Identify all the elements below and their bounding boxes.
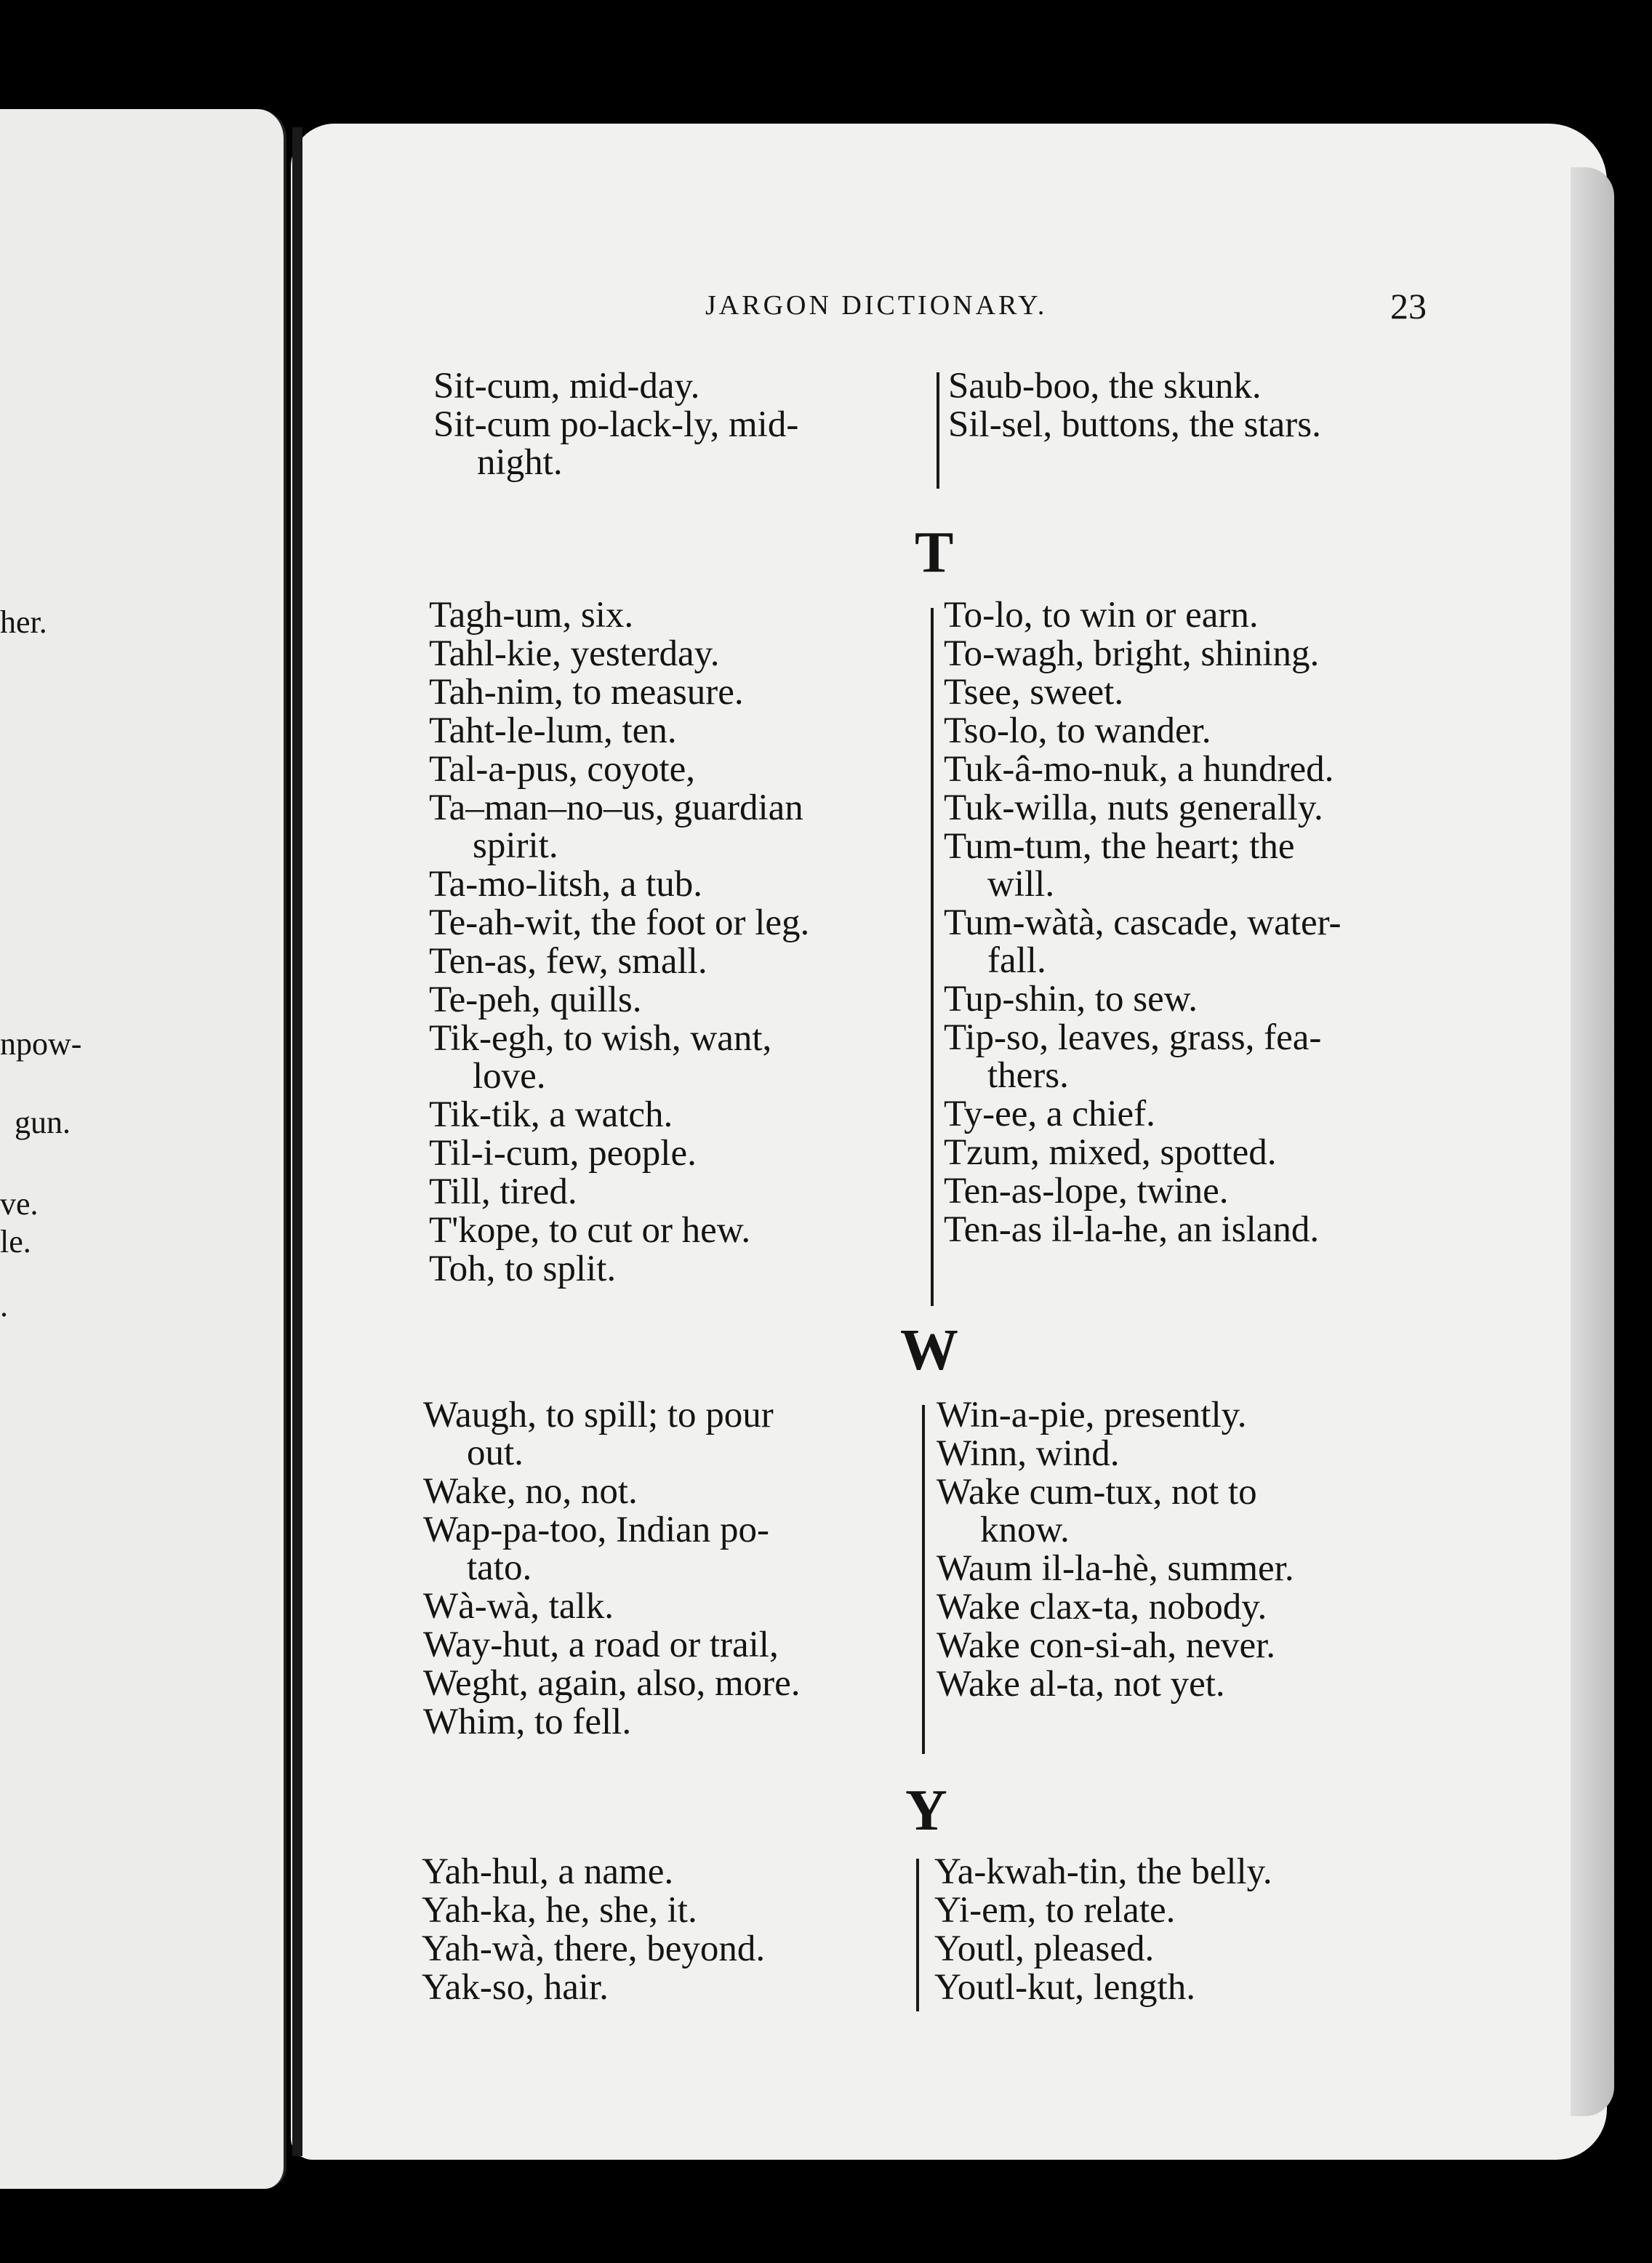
entry-text: Tum-wàtà, cascade, water- xyxy=(944,902,1342,943)
entry-text: Wà-wà, talk. xyxy=(423,1586,614,1627)
entry-text: Tsee, sweet. xyxy=(944,672,1124,713)
dictionary-entry xyxy=(429,981,916,1019)
dictionary-entry xyxy=(433,367,899,405)
entry-text: Sit-cum, mid-day. xyxy=(433,366,700,406)
dictionary-entry xyxy=(429,1096,916,1134)
left-page xyxy=(0,109,286,2189)
entry-text: Tahl-kie, yesterday. xyxy=(429,633,720,674)
entry-text: Win-a-pie, presently. xyxy=(937,1395,1247,1435)
dictionary-entry xyxy=(422,1853,913,1891)
dictionary-entry xyxy=(934,1930,1429,1968)
dictionary-entry xyxy=(429,789,916,865)
dictionary-entry xyxy=(937,1665,1431,1703)
dictionary-entry xyxy=(423,1396,914,1472)
entry-text: Ten-as il-la-he, an island. xyxy=(944,1209,1320,1250)
entry-text: Wake con-si-ah, never. xyxy=(937,1625,1276,1666)
entry-text: Yah-ka, he, she, it. xyxy=(422,1890,697,1931)
entry-text: Yak-so, hair. xyxy=(422,1967,609,2008)
entry-text: T'kope, to cut or hew. xyxy=(429,1210,751,1251)
section-letter-y: Y xyxy=(905,1779,947,1843)
dictionary-entry xyxy=(944,712,1438,750)
entry-text: Ten-as-lope, twine. xyxy=(944,1171,1229,1211)
entry-text: Te-peh, quills. xyxy=(429,980,642,1020)
dictionary-entry xyxy=(948,367,1443,405)
column-divider xyxy=(922,1405,925,1754)
dictionary-entry xyxy=(934,1853,1429,1891)
entry-text: Till, tired. xyxy=(429,1171,577,1212)
left-page-fragment: . xyxy=(0,1288,8,1323)
dictionary-entry xyxy=(429,635,916,673)
dictionary-entry xyxy=(944,1095,1438,1133)
entry-text: Ta–man–no–us, guardian xyxy=(429,788,803,828)
dictionary-entry xyxy=(944,1172,1438,1210)
entry-text: Winn, wind. xyxy=(937,1433,1120,1474)
dictionary-entry xyxy=(422,1891,913,1929)
dictionary-entry xyxy=(429,1134,916,1172)
entry-text: Sil-sel, buttons, the stars. xyxy=(948,404,1321,445)
left-page-fragment: gun. xyxy=(15,1105,71,1140)
entry-text: Weght, again, also, more. xyxy=(423,1663,801,1704)
dictionary-entry xyxy=(423,1587,914,1625)
dictionary-entry xyxy=(423,1665,914,1702)
dictionary-entry xyxy=(944,828,1438,903)
entry-continuation: tato. xyxy=(467,1547,532,1588)
page-number: 23 xyxy=(1390,286,1427,327)
book-spine xyxy=(292,127,302,2156)
dictionary-entry xyxy=(944,1019,1438,1094)
entry-text: Til-i-cum, people. xyxy=(429,1133,697,1174)
section-letter-t: T xyxy=(915,521,954,585)
left-page-fragment: le. xyxy=(0,1224,31,1259)
entry-continuation: will. xyxy=(987,864,1055,905)
dictionary-entry xyxy=(429,1250,916,1288)
dictionary-entry xyxy=(937,1473,1431,1549)
dictionary-entry xyxy=(948,406,1443,444)
entry-text: Youtl-kut, length. xyxy=(934,1967,1195,2008)
entry-text: Yah-hul, a name. xyxy=(422,1851,674,1892)
entry-continuation: night. xyxy=(477,442,563,483)
running-head: JARGON DICTIONARY. xyxy=(705,290,1048,321)
column-top-left xyxy=(433,367,899,482)
entry-continuation: out. xyxy=(467,1433,524,1473)
entry-text: Tal-a-pus, coyote, xyxy=(429,749,696,790)
dictionary-entry xyxy=(429,596,916,634)
dictionary-entry xyxy=(422,1930,913,1968)
left-page-fragment: her. xyxy=(0,604,47,640)
entry-text: Saub-boo, the skunk. xyxy=(948,366,1262,406)
entry-text: To-wagh, bright, shining. xyxy=(944,633,1320,674)
entry-text: Wap-pa-too, Indian po- xyxy=(423,1510,769,1550)
column-divider xyxy=(931,608,934,1306)
dictionary-entry xyxy=(944,789,1438,827)
entry-text: Tuk-willa, nuts generally. xyxy=(944,788,1323,828)
dictionary-entry xyxy=(937,1435,1431,1473)
dictionary-entry xyxy=(433,406,899,481)
entry-text: Tip-so, leaves, grass, fea- xyxy=(944,1017,1322,1058)
entry-text: To-lo, to win or earn. xyxy=(944,595,1259,636)
dictionary-entry xyxy=(423,1511,914,1587)
column-y-left xyxy=(422,1853,913,2007)
dictionary-entry xyxy=(937,1550,1431,1587)
dictionary-entry xyxy=(429,750,916,788)
entry-text: Way-hut, a road or trail, xyxy=(423,1625,779,1665)
entry-text: Tso-lo, to wander. xyxy=(944,710,1211,751)
dictionary-entry xyxy=(429,1211,916,1249)
column-top-right xyxy=(948,367,1443,444)
dictionary-entry xyxy=(937,1588,1431,1626)
entry-text: Waugh, to spill; to pour xyxy=(423,1395,774,1435)
dictionary-entry xyxy=(429,1020,916,1095)
column-w-right xyxy=(937,1396,1431,1704)
entry-text: Tagh-um, six. xyxy=(429,595,634,636)
dictionary-entry xyxy=(429,673,916,711)
entry-text: Ta-mo-litsh, a tub. xyxy=(429,864,703,905)
entry-text: Toh, to split. xyxy=(429,1249,617,1289)
dictionary-entry xyxy=(429,712,916,750)
entry-text: Tik-egh, to wish, want, xyxy=(429,1018,772,1059)
entry-text: Tik-tik, a watch. xyxy=(429,1094,673,1135)
column-t-right xyxy=(944,596,1438,1249)
entry-text: Waum il-la-hè, summer. xyxy=(937,1548,1294,1589)
entry-text: Tzum, mixed, spotted. xyxy=(944,1132,1277,1173)
entry-text: Ten-as, few, small. xyxy=(429,941,707,982)
entry-text: Yah-wà, there, beyond. xyxy=(422,1928,766,1969)
dictionary-entry xyxy=(937,1627,1431,1665)
dictionary-entry xyxy=(944,635,1438,673)
dictionary-entry xyxy=(423,1626,914,1664)
entry-text: Tah-nim, to measure. xyxy=(429,672,744,713)
dictionary-entry xyxy=(944,1134,1438,1171)
column-divider xyxy=(937,372,939,489)
column-w-left xyxy=(423,1396,914,1742)
entry-text: Whim, to fell. xyxy=(423,1702,632,1742)
dictionary-entry xyxy=(944,673,1438,711)
entry-text: Wake al-ta, not yet. xyxy=(937,1664,1225,1705)
entry-text: Ya-kwah-tin, the belly. xyxy=(934,1851,1272,1892)
dictionary-entry xyxy=(422,1968,913,2006)
dictionary-entry xyxy=(429,942,916,980)
entry-continuation: spirit. xyxy=(473,825,558,866)
entry-text: Yi-em, to relate. xyxy=(934,1890,1176,1931)
entry-continuation: love. xyxy=(473,1056,546,1097)
dictionary-entry xyxy=(429,865,916,903)
entry-text: Tum-tum, the heart; the xyxy=(944,826,1295,867)
left-page-fragment: npow- xyxy=(0,1026,82,1062)
dictionary-entry xyxy=(934,1891,1429,1929)
dictionary-entry xyxy=(944,904,1438,980)
entry-text: Wake, no, not. xyxy=(423,1471,638,1512)
entry-text: Ty-ee, a chief. xyxy=(944,1094,1155,1134)
left-page-fragment: ve. xyxy=(0,1186,39,1222)
entry-text: Wake clax-ta, nobody. xyxy=(937,1587,1267,1627)
entry-text: Tuk-â-mo-nuk, a hundred. xyxy=(944,749,1334,790)
column-y-right xyxy=(934,1853,1429,2007)
entry-text: Wake cum-tux, not to xyxy=(937,1472,1257,1513)
dictionary-entry xyxy=(944,750,1438,788)
dictionary-entry xyxy=(944,1211,1438,1249)
section-letter-w: W xyxy=(900,1318,958,1382)
entry-continuation: thers. xyxy=(987,1055,1069,1096)
entry-continuation: know. xyxy=(980,1510,1070,1550)
dictionary-entry xyxy=(944,596,1438,634)
column-t-left xyxy=(429,596,916,1289)
dictionary-entry xyxy=(429,1173,916,1211)
page-edge xyxy=(1571,167,1614,2116)
entry-text: Youtl, pleased. xyxy=(934,1928,1155,1969)
dictionary-entry xyxy=(944,980,1438,1018)
dictionary-entry xyxy=(429,904,916,942)
dictionary-entry xyxy=(934,1968,1429,2006)
entry-continuation: fall. xyxy=(987,940,1046,981)
entry-text: Tup-shin, to sew. xyxy=(944,979,1198,1020)
entry-text: Sit-cum po-lack-ly, mid- xyxy=(433,404,799,445)
entry-text: Te-ah-wit, the foot or leg. xyxy=(429,902,810,943)
dictionary-entry xyxy=(423,1473,914,1510)
entry-text: Taht-le-lum, ten. xyxy=(429,710,677,751)
column-divider xyxy=(916,1859,919,2011)
dictionary-entry xyxy=(937,1396,1431,1434)
dictionary-entry xyxy=(423,1703,914,1741)
